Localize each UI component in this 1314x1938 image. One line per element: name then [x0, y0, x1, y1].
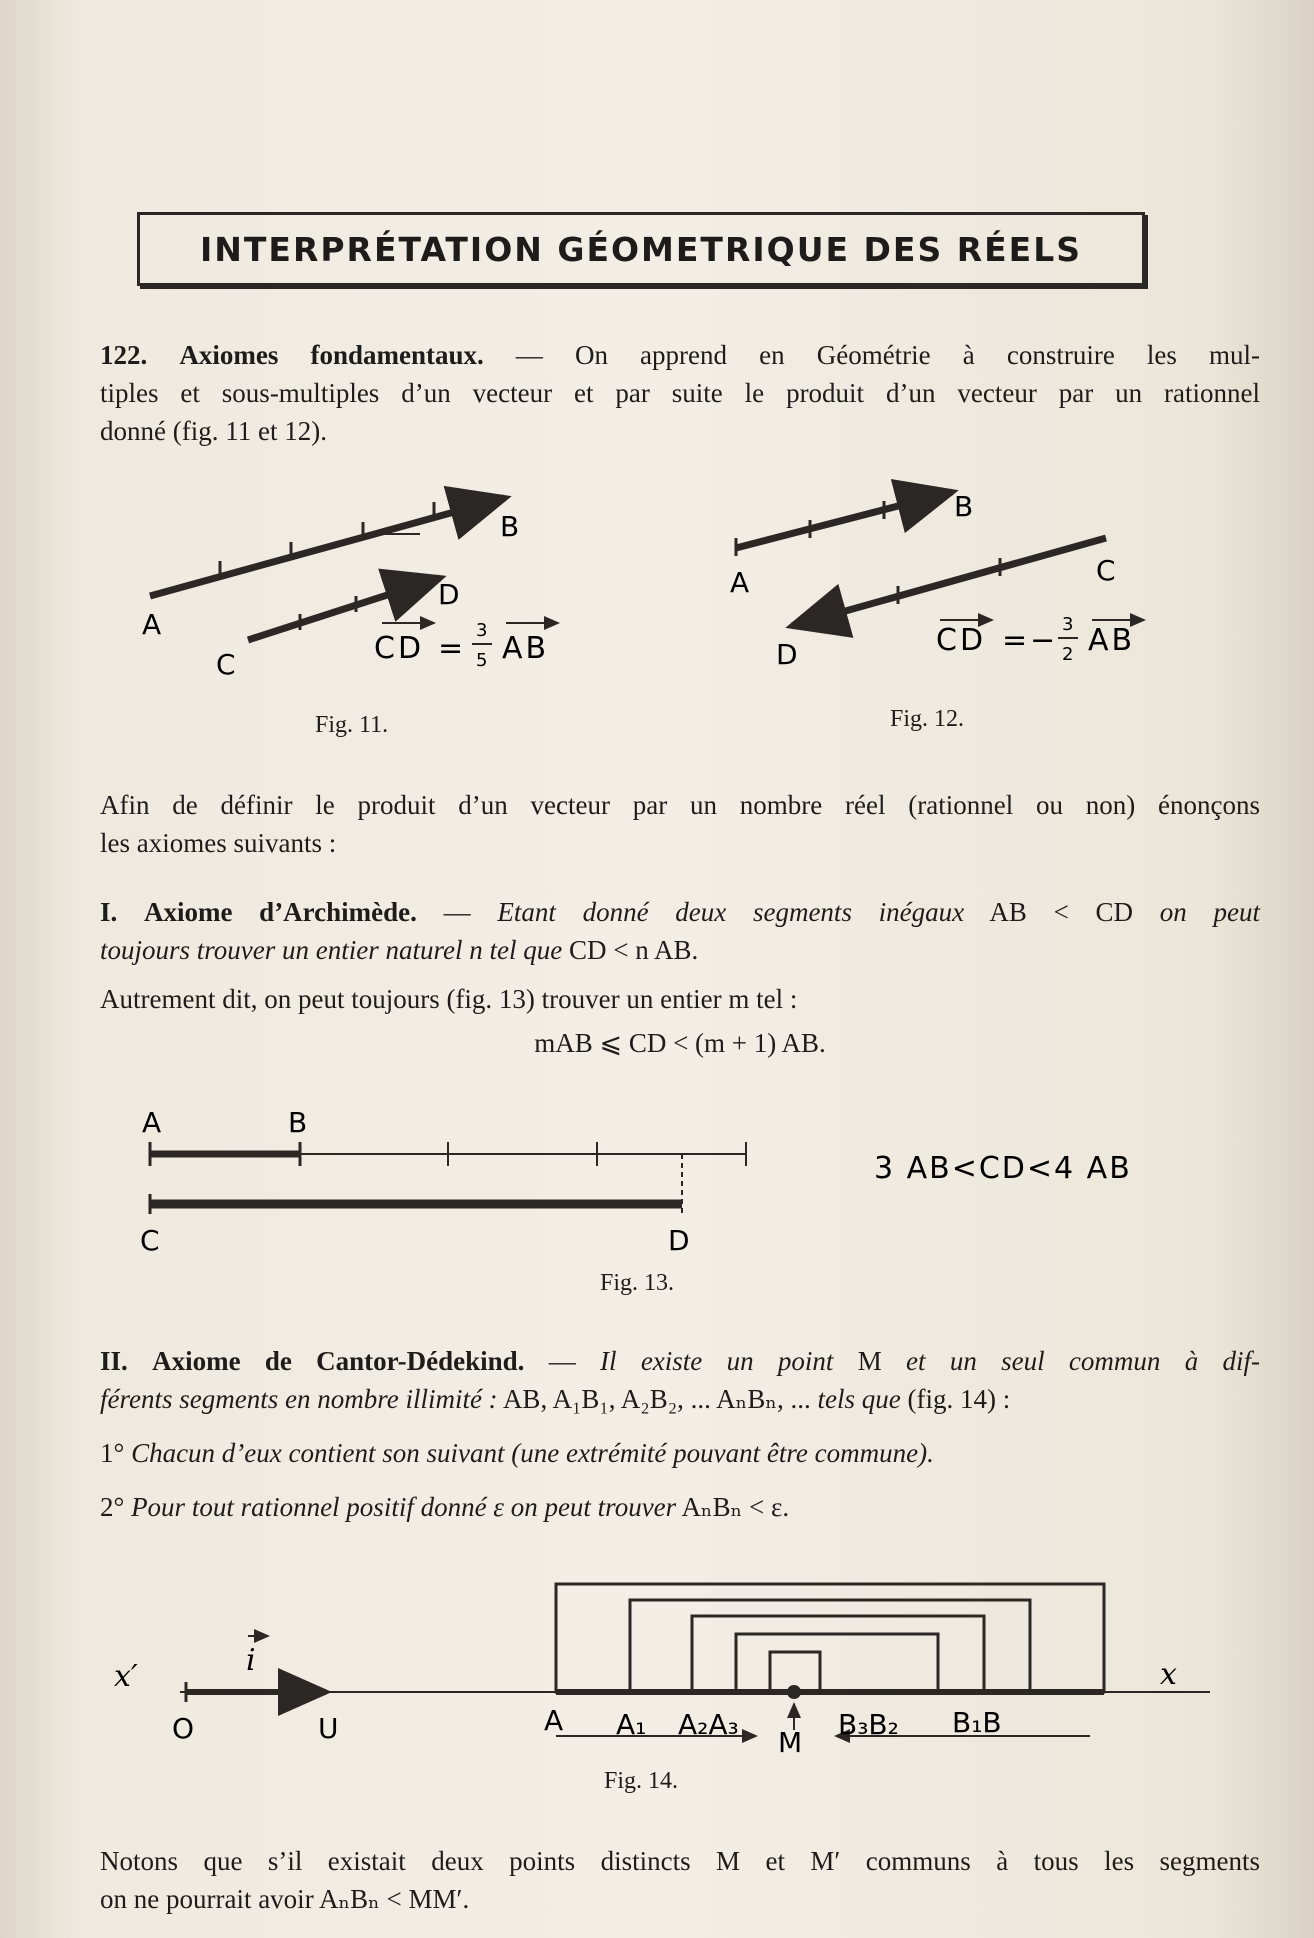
label-c: C — [1096, 554, 1116, 587]
formula-cd: CD — [374, 631, 425, 666]
axiom1-line1 — [100, 893, 1260, 931]
intro-line1: Afin de définir le produit d’un vecteur par un nombre réel (rationnel ou non) énonçons — [100, 790, 1260, 820]
figure-13 — [130, 1098, 1210, 1258]
axiom1-line2-b: CD < n AB. — [568, 935, 699, 965]
section-title: INTERPRÉTATION GÉOMETRIQUE DES RÉELS — [200, 229, 1082, 269]
axiom2-item2-num: 2° — [100, 1492, 125, 1522]
axiom2-item1-num: 1° — [100, 1438, 125, 1468]
label-a2a3: A₂A₃ — [678, 1708, 739, 1741]
vector-ab — [736, 492, 952, 548]
axiom2-line2-c: tels que — [817, 1384, 901, 1414]
label-a: A — [142, 608, 162, 641]
closing-line1: Notons que s’il existait deux points distincts M et M′ communs à tous les segments — [100, 1846, 1260, 1876]
axiom2-line2-b: AB, A₁B₁, A₂B₂, ... AₙBₙ, ... — [502, 1384, 811, 1414]
label-a: A — [544, 1704, 564, 1737]
figure-12 — [720, 470, 1200, 690]
para-122-dash: — — [483, 340, 575, 370]
axiom2-line2 — [100, 1380, 1260, 1418]
axiom2-dash: — — [524, 1346, 601, 1376]
axiom2-item2-text-a: Pour tout rationnel positif donné ε on peut trouver — [131, 1492, 677, 1522]
label-xprime: x′ — [114, 1659, 138, 1694]
label-b1b: B₁B — [952, 1706, 1002, 1739]
label-d: D — [668, 1224, 690, 1257]
label-d: D — [438, 578, 460, 611]
fig12-caption: Fig. 12. — [890, 706, 965, 732]
label-a1: A₁ — [616, 1708, 647, 1741]
label-i: i — [246, 1643, 256, 1678]
figure-11 — [120, 470, 600, 690]
axiom1-line2-a: toujours trouver un entier naturel n tel que — [100, 935, 563, 965]
label-b3b2: B₃B₂ — [838, 1708, 899, 1741]
axiom1-num: I. — [100, 897, 118, 927]
formula-ab: AB — [1088, 623, 1136, 658]
section-title-box — [137, 212, 1145, 286]
vector-cd — [792, 538, 1106, 626]
formula-num: 3 — [1062, 614, 1074, 635]
para-122-line3: donné (fig. 11 et 12). — [100, 416, 327, 446]
intro-line2: les axiomes suivants : — [100, 828, 337, 858]
formula-ab: AB — [502, 631, 550, 666]
axiom2-heading: Axiome de Cantor-Dédekind. — [152, 1346, 525, 1376]
formula-num: 3 — [476, 620, 488, 641]
axiom1-line2 — [100, 931, 1260, 969]
formula-eq: = — [438, 631, 464, 666]
figure-14 — [100, 1570, 1220, 1760]
para-122-line2: tiples et sous-multiples d’un vecteur et par suite le produit d’un vecteur par un rationnel — [100, 378, 1260, 408]
fig14-caption: Fig. 14. — [604, 1768, 679, 1794]
axiom2-line2-d: (fig. 14) : — [907, 1384, 1011, 1414]
label-b: B — [954, 490, 974, 523]
label-a: A — [730, 566, 750, 599]
label-x: x — [1160, 1657, 1177, 1692]
label-o: O — [172, 1712, 195, 1745]
axiom1-formula: mAB ⩽ CD < (m + 1) AB. — [534, 1028, 826, 1058]
fig13-caption: Fig. 13. — [600, 1270, 675, 1296]
axiom2-text-c: et un seul commun à dif- — [906, 1346, 1261, 1376]
label-d: D — [776, 638, 798, 671]
label-m: M — [778, 1726, 803, 1759]
label-b: B — [500, 510, 520, 543]
para-122-num: 122. — [100, 340, 148, 370]
axiom2-text-b: M — [857, 1346, 882, 1376]
label-c: C — [140, 1224, 160, 1257]
segment-a1b1-box — [630, 1600, 1030, 1692]
axiom1-text-b: AB < CD — [989, 897, 1134, 927]
axiom2-text-a: Il existe un point — [600, 1346, 834, 1376]
segment-a3b3-box — [736, 1634, 938, 1692]
formula-cd: CD — [936, 623, 987, 658]
relation: 3 AB<CD<4 AB — [874, 1151, 1132, 1186]
formula-sign: − — [1030, 623, 1056, 658]
formula-eq: = — [1002, 623, 1028, 658]
fig11-caption: Fig. 11. — [315, 712, 389, 738]
para-122-line1 — [100, 336, 1260, 374]
label-b: B — [288, 1106, 308, 1139]
formula-den: 2 — [1062, 644, 1074, 665]
label-c: C — [216, 648, 236, 681]
axiom1-text-a: Etant donné deux segments inégaux — [497, 897, 965, 927]
label-a: A — [142, 1106, 162, 1139]
para-122-text1: On apprend en Géométrie à construire les mul- — [574, 340, 1261, 370]
axiom1-heading: Axiome d’Archimède. — [143, 897, 417, 927]
point-m — [787, 1685, 801, 1699]
axiom1-dash: — — [416, 897, 498, 927]
axiom2-line2-a: férents segments en nombre illimité : — [100, 1384, 498, 1414]
axiom1-line3: Autrement dit, on peut toujours (fig. 13) trouver un entier m tel : — [100, 984, 798, 1014]
formula-den: 5 — [476, 650, 488, 671]
axiom2-num: II. — [100, 1346, 128, 1376]
axiom2-item1-text: Chacun d’eux contient son suivant (une extrémité pouvant être commune). — [131, 1438, 934, 1468]
axiom2-item2 — [100, 1488, 1260, 1526]
label-u: U — [318, 1712, 339, 1745]
axiom2-item1 — [100, 1434, 1260, 1472]
closing-line2: on ne pourrait avoir AₙBₙ < MM′. — [100, 1884, 470, 1914]
axiom1-text-c: on peut — [1159, 897, 1260, 927]
para-122-heading: Axiomes fondamentaux. — [179, 340, 484, 370]
axiom2-line1 — [100, 1342, 1260, 1380]
axiom2-item2-text-b: AₙBₙ < ε. — [681, 1492, 790, 1522]
